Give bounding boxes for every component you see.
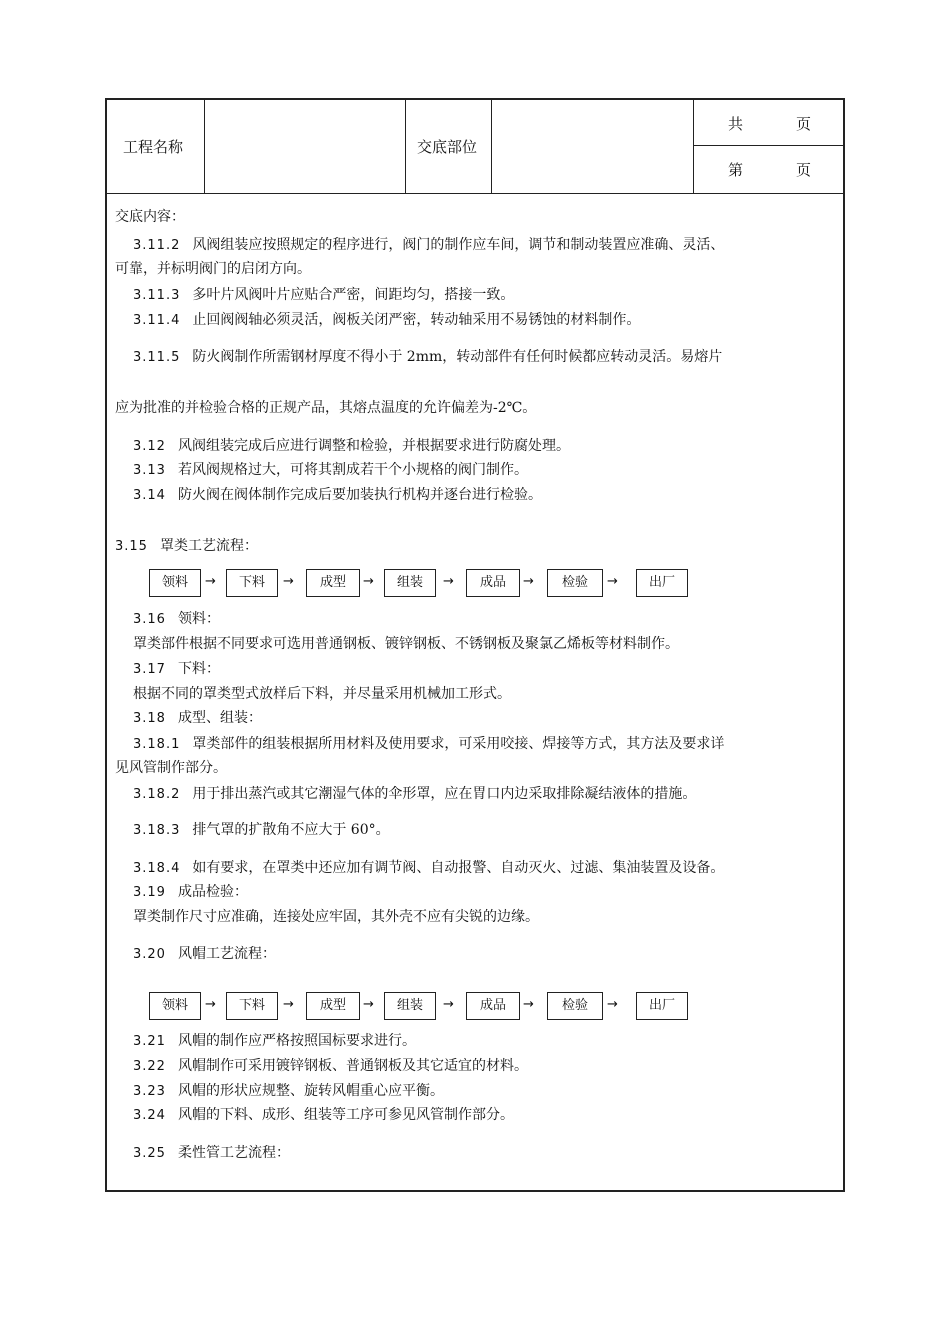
- flow-step: 组装: [384, 569, 436, 597]
- flow-step: 出厂: [636, 569, 688, 597]
- arrow-right-icon: →: [205, 574, 216, 589]
- flow-step: 成品: [466, 992, 520, 1020]
- list-item-continuation: 罩类部件根据不同要求可选用普通钢板、镀锌钢板、不锈钢板及聚氯乙烯板等材料制作。: [133, 636, 679, 652]
- disclosure-part-label: 交底部位: [417, 138, 478, 156]
- arrow-right-icon: →: [443, 574, 454, 589]
- hood-cap-process-flow: [149, 992, 709, 1020]
- list-item: 3.13 若风阀规格过大，可将其割成若干个小规格的阀门制作。: [133, 462, 528, 478]
- header-divider: [204, 100, 205, 193]
- list-item: 3.11.5 防火阀制作所需钢材厚度不得小于 2mm，转动部件有任何时候都应转动灵活。易熔片: [133, 349, 723, 365]
- arrow-right-icon: →: [283, 997, 294, 1012]
- total-pages-unit: 页: [796, 115, 812, 133]
- list-item: 3.18.4 如有要求，在罩类中还应加有调节阀、自动报警、自动灭火、过滤、集油装置及设备。: [133, 860, 725, 876]
- list-item: 3.22 风帽制作可采用镀锌钢板、普通钢板及其它适宜的材料。: [133, 1058, 528, 1074]
- list-item: 3.25 柔性管工艺流程：: [133, 1145, 290, 1161]
- flow-step: 成品: [466, 569, 520, 597]
- arrow-right-icon: →: [523, 997, 534, 1012]
- section-heading: 3.15 罩类工艺流程：: [115, 538, 258, 554]
- flow-step: 领料: [149, 992, 201, 1020]
- arrow-right-icon: →: [363, 997, 374, 1012]
- list-item: 3.19 成品检验：: [133, 884, 248, 900]
- flow-step: 检验: [547, 992, 603, 1020]
- list-item-continuation: 见风管制作部分。: [115, 760, 227, 776]
- hood-process-flow: [149, 569, 709, 597]
- header-divider: [405, 100, 406, 193]
- content-label: 交底内容：: [115, 209, 185, 225]
- list-item: 3.18 成型、组装：: [133, 710, 262, 726]
- list-item: 3.18.3 排气罩的扩散角不应大于 60°。: [133, 822, 390, 838]
- flow-step: 成型: [306, 569, 360, 597]
- page-number-unit: 页: [796, 161, 812, 179]
- list-item: 3.17 下料：: [133, 661, 220, 677]
- arrow-right-icon: →: [523, 574, 534, 589]
- list-item: 3.16 领料：: [133, 611, 220, 627]
- arrow-right-icon: →: [607, 574, 618, 589]
- disclosure-form: [105, 98, 845, 1192]
- list-item-continuation: 罩类制作尺寸应准确，连接处应牢固，其外壳不应有尖锐的边缘。: [133, 909, 539, 925]
- flow-step: 成型: [306, 992, 360, 1020]
- flow-step: 下料: [226, 992, 278, 1020]
- list-item: 3.12 风阀组装完成后应进行调整和检验，并根据要求进行防腐处理。: [133, 438, 570, 454]
- list-item-continuation: 根据不同的罩类型式放样后下料，并尽量采用机械加工形式。: [133, 686, 511, 702]
- list-item: 3.24 风帽的下料、成形、组装等工序可参见风管制作部分。: [133, 1107, 514, 1123]
- header-divider: [491, 100, 492, 193]
- arrow-right-icon: →: [283, 574, 294, 589]
- list-item: 3.18.2 用于排出蒸汽或其它潮湿气体的伞形罩，应在胃口内边采取排除凝结液体的措施。: [133, 786, 697, 802]
- arrow-right-icon: →: [205, 997, 216, 1012]
- list-item: 3.11.2 风阀组装应按照规定的程序进行，阀门的制作应车间，调节和制动装置应准确、灵活、: [133, 237, 725, 253]
- list-item-continuation: 可靠，并标明阀门的启闭方向。: [115, 261, 311, 277]
- flow-step: 下料: [226, 569, 278, 597]
- list-item: 3.23 风帽的形状应规整、旋转风帽重心应平衡。: [133, 1083, 444, 1099]
- section-heading: 3.20 风帽工艺流程：: [133, 946, 276, 962]
- list-item: 3.11.4 止回阀阀轴必须灵活，阀板关闭严密，转动轴采用不易锈蚀的材料制作。: [133, 312, 641, 328]
- form-header: [107, 100, 843, 194]
- total-pages-label: 共: [728, 115, 744, 133]
- arrow-right-icon: →: [443, 997, 454, 1012]
- list-item: 3.11.3 多叶片风阀叶片应贴合严密，间距均匀，搭接一致。: [133, 287, 515, 303]
- list-item: 3.21 风帽的制作应严格按照国标要求进行。: [133, 1033, 416, 1049]
- list-item: 3.18.1 罩类部件的组装根据所用材料及使用要求，可采用咬接、焊接等方式，其方法及要求详: [133, 736, 725, 752]
- flow-step: 出厂: [636, 992, 688, 1020]
- header-divider: [693, 100, 694, 193]
- header-divider: [693, 145, 843, 146]
- project-name-label: 工程名称: [123, 138, 184, 156]
- arrow-right-icon: →: [363, 574, 374, 589]
- flow-step: 领料: [149, 569, 201, 597]
- list-item-continuation: 应为批准的并检验合格的正规产品，其熔点温度的允许偏差为-2℃。: [115, 400, 537, 416]
- arrow-right-icon: →: [607, 997, 618, 1012]
- page-number-label: 第: [728, 161, 744, 179]
- flow-step: 组装: [384, 992, 436, 1020]
- list-item: 3.14 防火阀在阀体制作完成后要加装执行机构并逐台进行检验。: [133, 487, 542, 503]
- flow-step: 检验: [547, 569, 603, 597]
